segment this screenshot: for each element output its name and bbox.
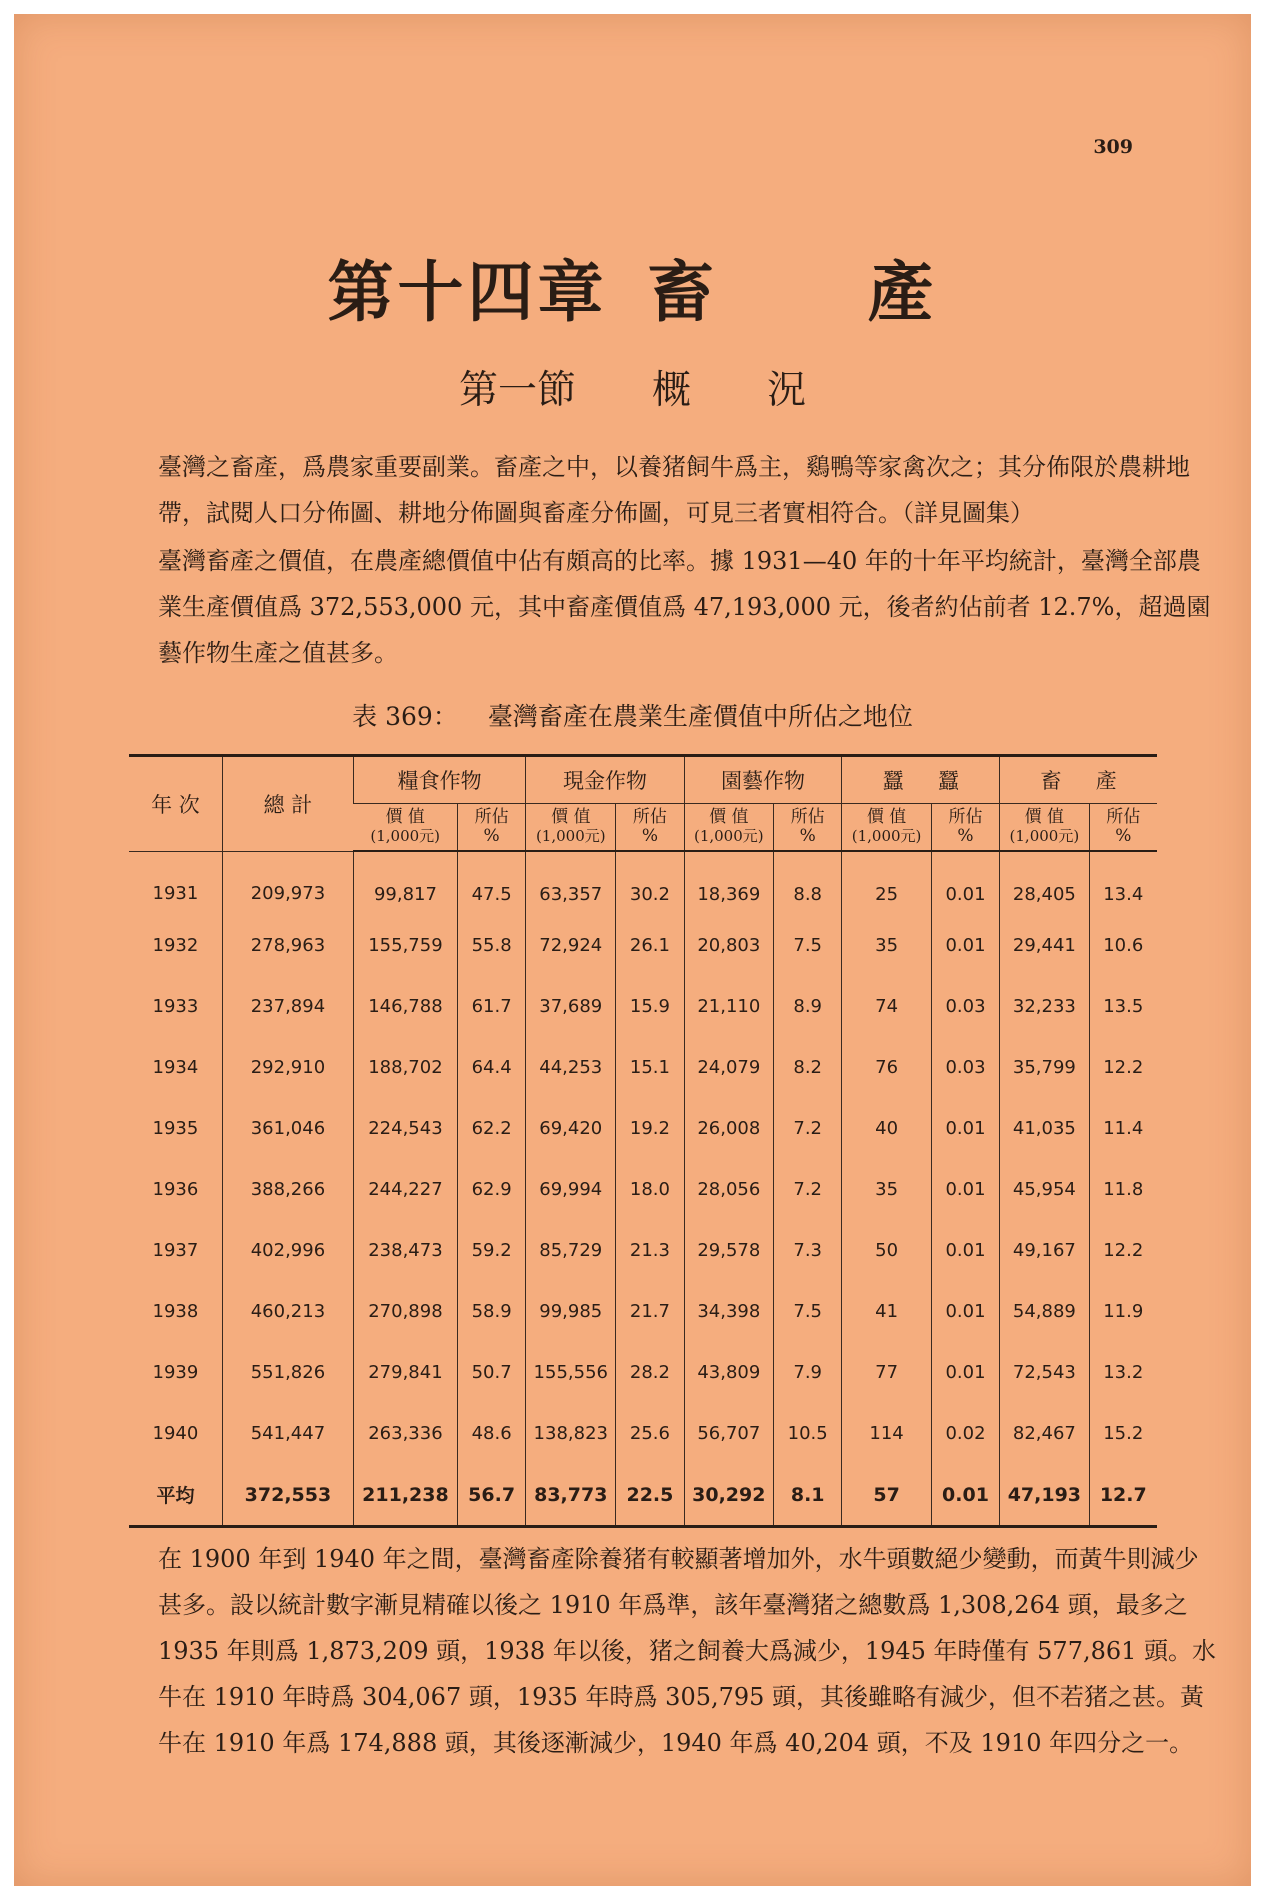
table-cell: 25.6 [616,1403,684,1464]
table-cell-year: 1940 [152,1423,199,1444]
header-group-food: 糧食作物 [354,756,526,804]
table-cell: 85,729 [526,1220,616,1281]
subheader-pct: % [483,826,500,846]
table-cell: 28,056 [684,1159,773,1220]
table-cell: 0.03 [931,976,999,1037]
table-cell: 47,193 [1000,1464,1089,1527]
table-cell: 13.2 [1089,1342,1157,1403]
table-cell: 58.9 [457,1281,525,1342]
subheader-value [526,804,616,852]
table-cell: 62.9 [457,1159,525,1220]
paragraph-1: 臺灣之畜產，爲農家重要副業。畜產之中，以養猪飼牛爲主，鷄鴨等家禽次之；其分佈限於農耕地帶，試閱人口分佈圖、耕地分佈圖與畜產分佈圖，可見三者實相符合。（詳見圖集） [158,453,1190,527]
table-cell: 50 [842,1220,931,1281]
table-cell: 54,889 [1000,1281,1089,1342]
table-cell: 40 [842,1098,931,1159]
subheader-unit: (1,000元) [851,827,922,845]
table-cell: 50.7 [457,1342,525,1403]
table-cell: 12.2 [1089,1220,1157,1281]
table-cell: 56,707 [684,1403,773,1464]
table-cell: 35 [842,915,931,976]
table-cell: 0.01 [931,851,999,915]
header-group-livestock: 畜 產 [1000,756,1157,804]
table-cell: 238,473 [354,1220,458,1281]
subheader-share-label: 所佔 [474,807,509,827]
table-cell: 7.5 [773,1281,841,1342]
subheader-value-label: 價 值 [866,807,907,827]
table-cell: 8.2 [773,1037,841,1098]
table-cell: 279,841 [354,1342,458,1403]
table-cell: 19.2 [616,1098,684,1159]
subheader-share [616,804,684,852]
subheader-pct: % [1115,826,1132,846]
subheader-unit: (1,000元) [370,827,441,845]
table-cell: 11.9 [1089,1281,1157,1342]
table-cell: 76 [842,1037,931,1098]
table-cell: 13.4 [1089,851,1157,915]
table-cell: 10.5 [773,1403,841,1464]
table-cell: 56.7 [457,1464,525,1527]
table-cell: 7.3 [773,1220,841,1281]
table-cell-year: 1939 [152,1362,199,1383]
subheader-value-label: 價 值 [385,807,425,827]
subheader-value-label: 價 值 [709,807,749,827]
table-cell: 82,467 [1000,1403,1089,1464]
section-title [14,359,1251,415]
table-cell: 146,788 [354,976,458,1037]
table-cell: 72,543 [1000,1342,1089,1403]
table-cell: 211,238 [354,1464,458,1527]
table-cell: 15.2 [1089,1403,1157,1464]
table-cell: 18.0 [616,1159,684,1220]
subheader-pct: % [641,826,658,846]
table-cell: 45,954 [1000,1159,1089,1220]
table-cell: 541,447 [222,1403,353,1464]
table-cell: 48.6 [457,1403,525,1464]
table-cell: 0.01 [931,1342,999,1403]
table-cell: 0.01 [931,1464,999,1527]
table-cell: 26,008 [684,1098,773,1159]
subheader-share [457,804,525,852]
subheader-value [354,804,458,852]
table-cell: 62.2 [457,1098,525,1159]
header-group-silk: 蠶 蠶 [842,756,1000,804]
subheader-value [1000,804,1089,852]
document-page [14,14,1251,1886]
page-number: 309 [1093,136,1133,158]
table-cell: 114 [842,1403,931,1464]
table-cell: 11.4 [1089,1098,1157,1159]
table-cell: 12.7 [1089,1464,1157,1527]
subheader-unit: (1,000元) [535,827,606,845]
table-cell: 35 [842,1159,931,1220]
table-cell: 64.4 [457,1037,525,1098]
section-word-2: 況 [767,368,807,413]
subheader-share-label: 所佔 [790,807,825,827]
table-cell: 138,823 [526,1403,616,1464]
subheader-pct: % [799,826,816,846]
table-row [129,1098,1157,1159]
table-row [129,1281,1157,1342]
table-cell: 34,398 [684,1281,773,1342]
table-cell: 41 [842,1281,931,1342]
table-cell: 99,817 [354,851,458,915]
table-cell: 7.5 [773,915,841,976]
table-caption-title: 臺灣畜產在農業生產價值中所佔之地位 [487,702,913,731]
table-cell: 224,543 [354,1098,458,1159]
table-cell: 55.8 [457,915,525,976]
table-cell: 155,759 [354,915,458,976]
table-cell: 0.01 [931,1281,999,1342]
table-cell: 63,357 [526,851,616,915]
table-cell: 372,553 [222,1464,353,1527]
table-cell: 10.6 [1089,915,1157,976]
table-cell: 8.8 [773,851,841,915]
table-cell: 0.01 [931,1159,999,1220]
table-cell: 99,985 [526,1281,616,1342]
table-cell: 41,035 [1000,1098,1089,1159]
subheader-value-label: 價 值 [1024,807,1065,827]
subheader-unit: (1,000元) [693,827,764,845]
subheader-share [931,804,999,852]
table-row [129,1464,1157,1527]
table-cell: 460,213 [222,1281,353,1342]
subheader-share [773,804,841,852]
table-cell: 69,994 [526,1159,616,1220]
subheader-pct: % [957,826,974,846]
subheader-value [842,804,931,852]
paragraph-2: 臺灣畜產之價值，在農產總價值中佔有頗高的比率。據 1931—40 年的十年平均統計，臺灣全部農業生產價值爲 372,553,000 元，其中畜產價值爲 47,193,000 元，後者約佔前者 12.7%，超過園藝作物生產之值甚多。 [158,547,1211,667]
table-cell: 8.9 [773,976,841,1037]
chapter-title [14,239,1251,334]
table-cell: 59.2 [457,1220,525,1281]
table-cell: 21.7 [616,1281,684,1342]
table-cell-year: 1933 [152,996,199,1017]
table-cell-year: 1938 [152,1301,199,1322]
table-cell: 77 [842,1342,931,1403]
paragraph-3: 在 1900 年到 1940 年之間，臺灣畜產除養猪有較顯著增加外，水牛頭數絕少變動，而黃牛則減少甚多。設以統計數字漸見精確以後之 1910 年爲準，該年臺灣猪之總數爲 1,308,264 頭，最多之 1935 年則爲 1,873,209 頭，1938 年以後，猪之飼養大爲減少，1945 年時僅有 577,861 頭。水牛在 1910 年時爲 304,067 頭，1935 年時爲 305,795 頭，其後雖略有減少，但不若猪之甚。黃牛在 1910 年爲 174,888 頭，其後逐漸減少，1940 年爲 40,204 頭，不及 1910 年四分之一。 [158,1545,1217,1757]
table-row [129,851,1157,915]
header-year: 年 次 [129,756,222,852]
table-cell-year: 1931 [152,883,199,905]
table-cell: 402,996 [222,1220,353,1281]
table-row [129,1403,1157,1464]
table-cell: 292,910 [222,1037,353,1098]
subheader-share-label: 所佔 [948,807,983,827]
subheader-value [684,804,773,852]
table-cell: 0.02 [931,1403,999,1464]
table-cell: 29,441 [1000,915,1089,976]
header-group-horti: 園藝作物 [684,756,842,804]
table-cell: 30,292 [684,1464,773,1527]
table-cell: 361,046 [222,1098,353,1159]
table-cell: 15.9 [616,976,684,1037]
data-table [129,754,1157,1528]
table-cell: 28.2 [616,1342,684,1403]
table-cell-year: 1936 [152,1179,199,1200]
table-caption-label: 表 369： [352,702,458,731]
table-cell: 43,809 [684,1342,773,1403]
subheader-share-label: 所佔 [632,807,667,827]
table-cell: 61.7 [457,976,525,1037]
table-cell: 47.5 [457,851,525,915]
table-cell: 21.3 [616,1220,684,1281]
table-cell: 32,233 [1000,976,1089,1037]
table-cell: 7.2 [773,1159,841,1220]
table-cell: 7.9 [773,1342,841,1403]
table-row [129,1037,1157,1098]
table-cell: 13.5 [1089,976,1157,1037]
table-cell-year: 1934 [152,1057,199,1078]
table-cell: 20,803 [684,915,773,976]
table-cell-year: 1937 [152,1240,199,1261]
table-cell: 15.1 [616,1037,684,1098]
table-cell: 18,369 [684,851,773,915]
table-cell: 7.2 [773,1098,841,1159]
table-cell: 12.2 [1089,1037,1157,1098]
table-cell-year: 1935 [152,1118,199,1139]
table-row [129,1159,1157,1220]
table-cell: 28,405 [1000,851,1089,915]
subheader-value-label: 價 值 [551,807,591,827]
table-cell: 388,266 [222,1159,353,1220]
subheader-share-label: 所佔 [1106,807,1141,827]
table-cell: 0.01 [931,1220,999,1281]
chapter-number: 第十四章 [327,253,608,331]
table-cell: 244,227 [354,1159,458,1220]
table-cell-year: 1932 [152,935,199,956]
table-cell: 21,110 [684,976,773,1037]
table-caption [14,697,1251,733]
table-row [129,915,1157,976]
table-cell: 551,826 [222,1342,353,1403]
table-cell: 57 [842,1464,931,1527]
table-cell: 155,556 [526,1342,616,1403]
table-cell: 237,894 [222,976,353,1037]
table-cell: 0.01 [931,915,999,976]
table-cell: 263,336 [354,1403,458,1464]
table-cell: 83,773 [526,1464,616,1527]
chapter-word-1: 畜 [647,253,718,331]
table-row [129,976,1157,1037]
section-word-1: 概 [651,368,691,413]
section-number: 第一節 [458,368,576,413]
table-cell: 24,079 [684,1037,773,1098]
table-cell: 278,963 [222,915,353,976]
header-group-cash: 現金作物 [526,756,684,804]
chapter-word-2: 產 [867,253,938,331]
table-cell: 72,924 [526,915,616,976]
table-cell: 0.03 [931,1037,999,1098]
table-cell: 22.5 [616,1464,684,1527]
table-cell: 74 [842,976,931,1037]
table-row [129,1220,1157,1281]
table-cell: 29,578 [684,1220,773,1281]
table-cell: 37,689 [526,976,616,1037]
table-cell: 270,898 [354,1281,458,1342]
table-cell: 188,702 [354,1037,458,1098]
table-cell: 11.8 [1089,1159,1157,1220]
table-cell: 25 [842,851,931,915]
table-cell: 30.2 [616,851,684,915]
table-cell: 35,799 [1000,1037,1089,1098]
table-cell: 209,973 [222,851,353,915]
subheader-unit: (1,000元) [1009,827,1080,845]
table-cell: 26.1 [616,915,684,976]
table-cell: 8.1 [773,1464,841,1527]
table-cell: 69,420 [526,1098,616,1159]
table-cell-year: 平均 [156,1485,195,1507]
table-cell: 0.01 [931,1098,999,1159]
table-row [129,1342,1157,1403]
table-cell: 49,167 [1000,1220,1089,1281]
header-total: 總 計 [222,756,353,852]
table-cell: 44,253 [526,1037,616,1098]
subheader-share [1089,804,1157,852]
